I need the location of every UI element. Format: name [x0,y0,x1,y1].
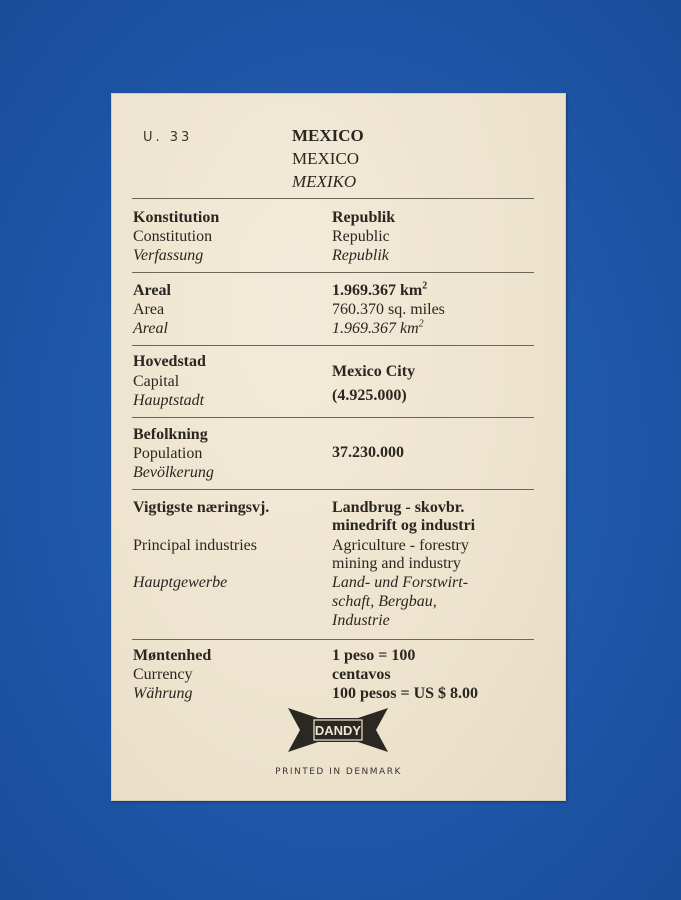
constitution-label-danish: Konstitution [133,209,220,226]
divider [132,272,534,273]
capital-population-value: (4.925.000) [332,387,407,404]
population-label-danish: Befolkning [133,426,208,443]
industries-value-english-1: Agriculture - forestry [332,537,469,554]
constitution-label-english: Constitution [133,228,213,245]
currency-label-danish: Møntenhed [133,647,212,664]
population-label-english: Population [133,445,203,462]
area-value-danish: 1.969.367 $km^2$ [332,280,428,299]
currency-value-1: 1 peso = 100 [332,647,416,664]
capital-label-german: Hauptstadt [133,392,205,409]
industries-label-german: Hauptgewerbe [133,574,228,591]
capital-city-value: Mexico City [332,363,416,380]
constitution-value-german: Republik [332,247,389,264]
population-value: 37.230.000 [332,444,404,461]
constitution-label-german: Verfassung [133,247,204,264]
divider [132,417,534,418]
currency-label-english: Currency [133,666,193,683]
industries-value-german-3: Industrie [332,612,390,629]
divider [132,198,534,199]
industries-label-danish: Vigtigste næringsvj. [133,499,270,516]
area-value-german: 1.969.367 $km^2$ [332,318,424,337]
capital-label-danish: Hovedstad [133,353,206,370]
constitution-value-english: Republic [332,228,390,245]
population-label-german: Bevölkerung [133,464,214,481]
industries-value-danish-1: Landbrug - skovbr. [332,499,465,516]
area-label-german: Areal [133,320,168,337]
divider [132,639,534,640]
industries-label-english: Principal industries [133,537,257,554]
currency-value-3: 100 pesos = US $ 8.00 [332,685,479,702]
industries-value-english-2: mining and industry [332,555,461,572]
currency-label-german: Währung [133,685,193,702]
area-value-english: 760.370 sq. miles [332,301,445,318]
area-label-danish: Areal [133,282,171,299]
divider [132,345,534,346]
dandy-logo [288,704,388,756]
industries-value-danish-2: minedrift og industri [332,517,476,534]
industries-value-german-2: schaft, Bergbau, [332,593,437,610]
area-label-english: Area [133,301,165,318]
currency-value-2: centavos [332,666,391,683]
industries-value-german-1: Land- und Forstwirt- [332,574,469,591]
card-code: U. 33 [143,130,193,145]
country-name-english: MEXICO [292,149,360,168]
country-name-german: MEXIKO [292,172,357,191]
printed-in-label: PRINTED IN DENMARK [275,767,402,777]
logo-text: DANDY [314,723,362,738]
divider [132,489,534,490]
constitution-value-danish: Republik [332,209,396,226]
capital-label-english: Capital [133,373,180,390]
country-name-danish: MEXICO [292,126,364,145]
trading-card [111,93,566,801]
